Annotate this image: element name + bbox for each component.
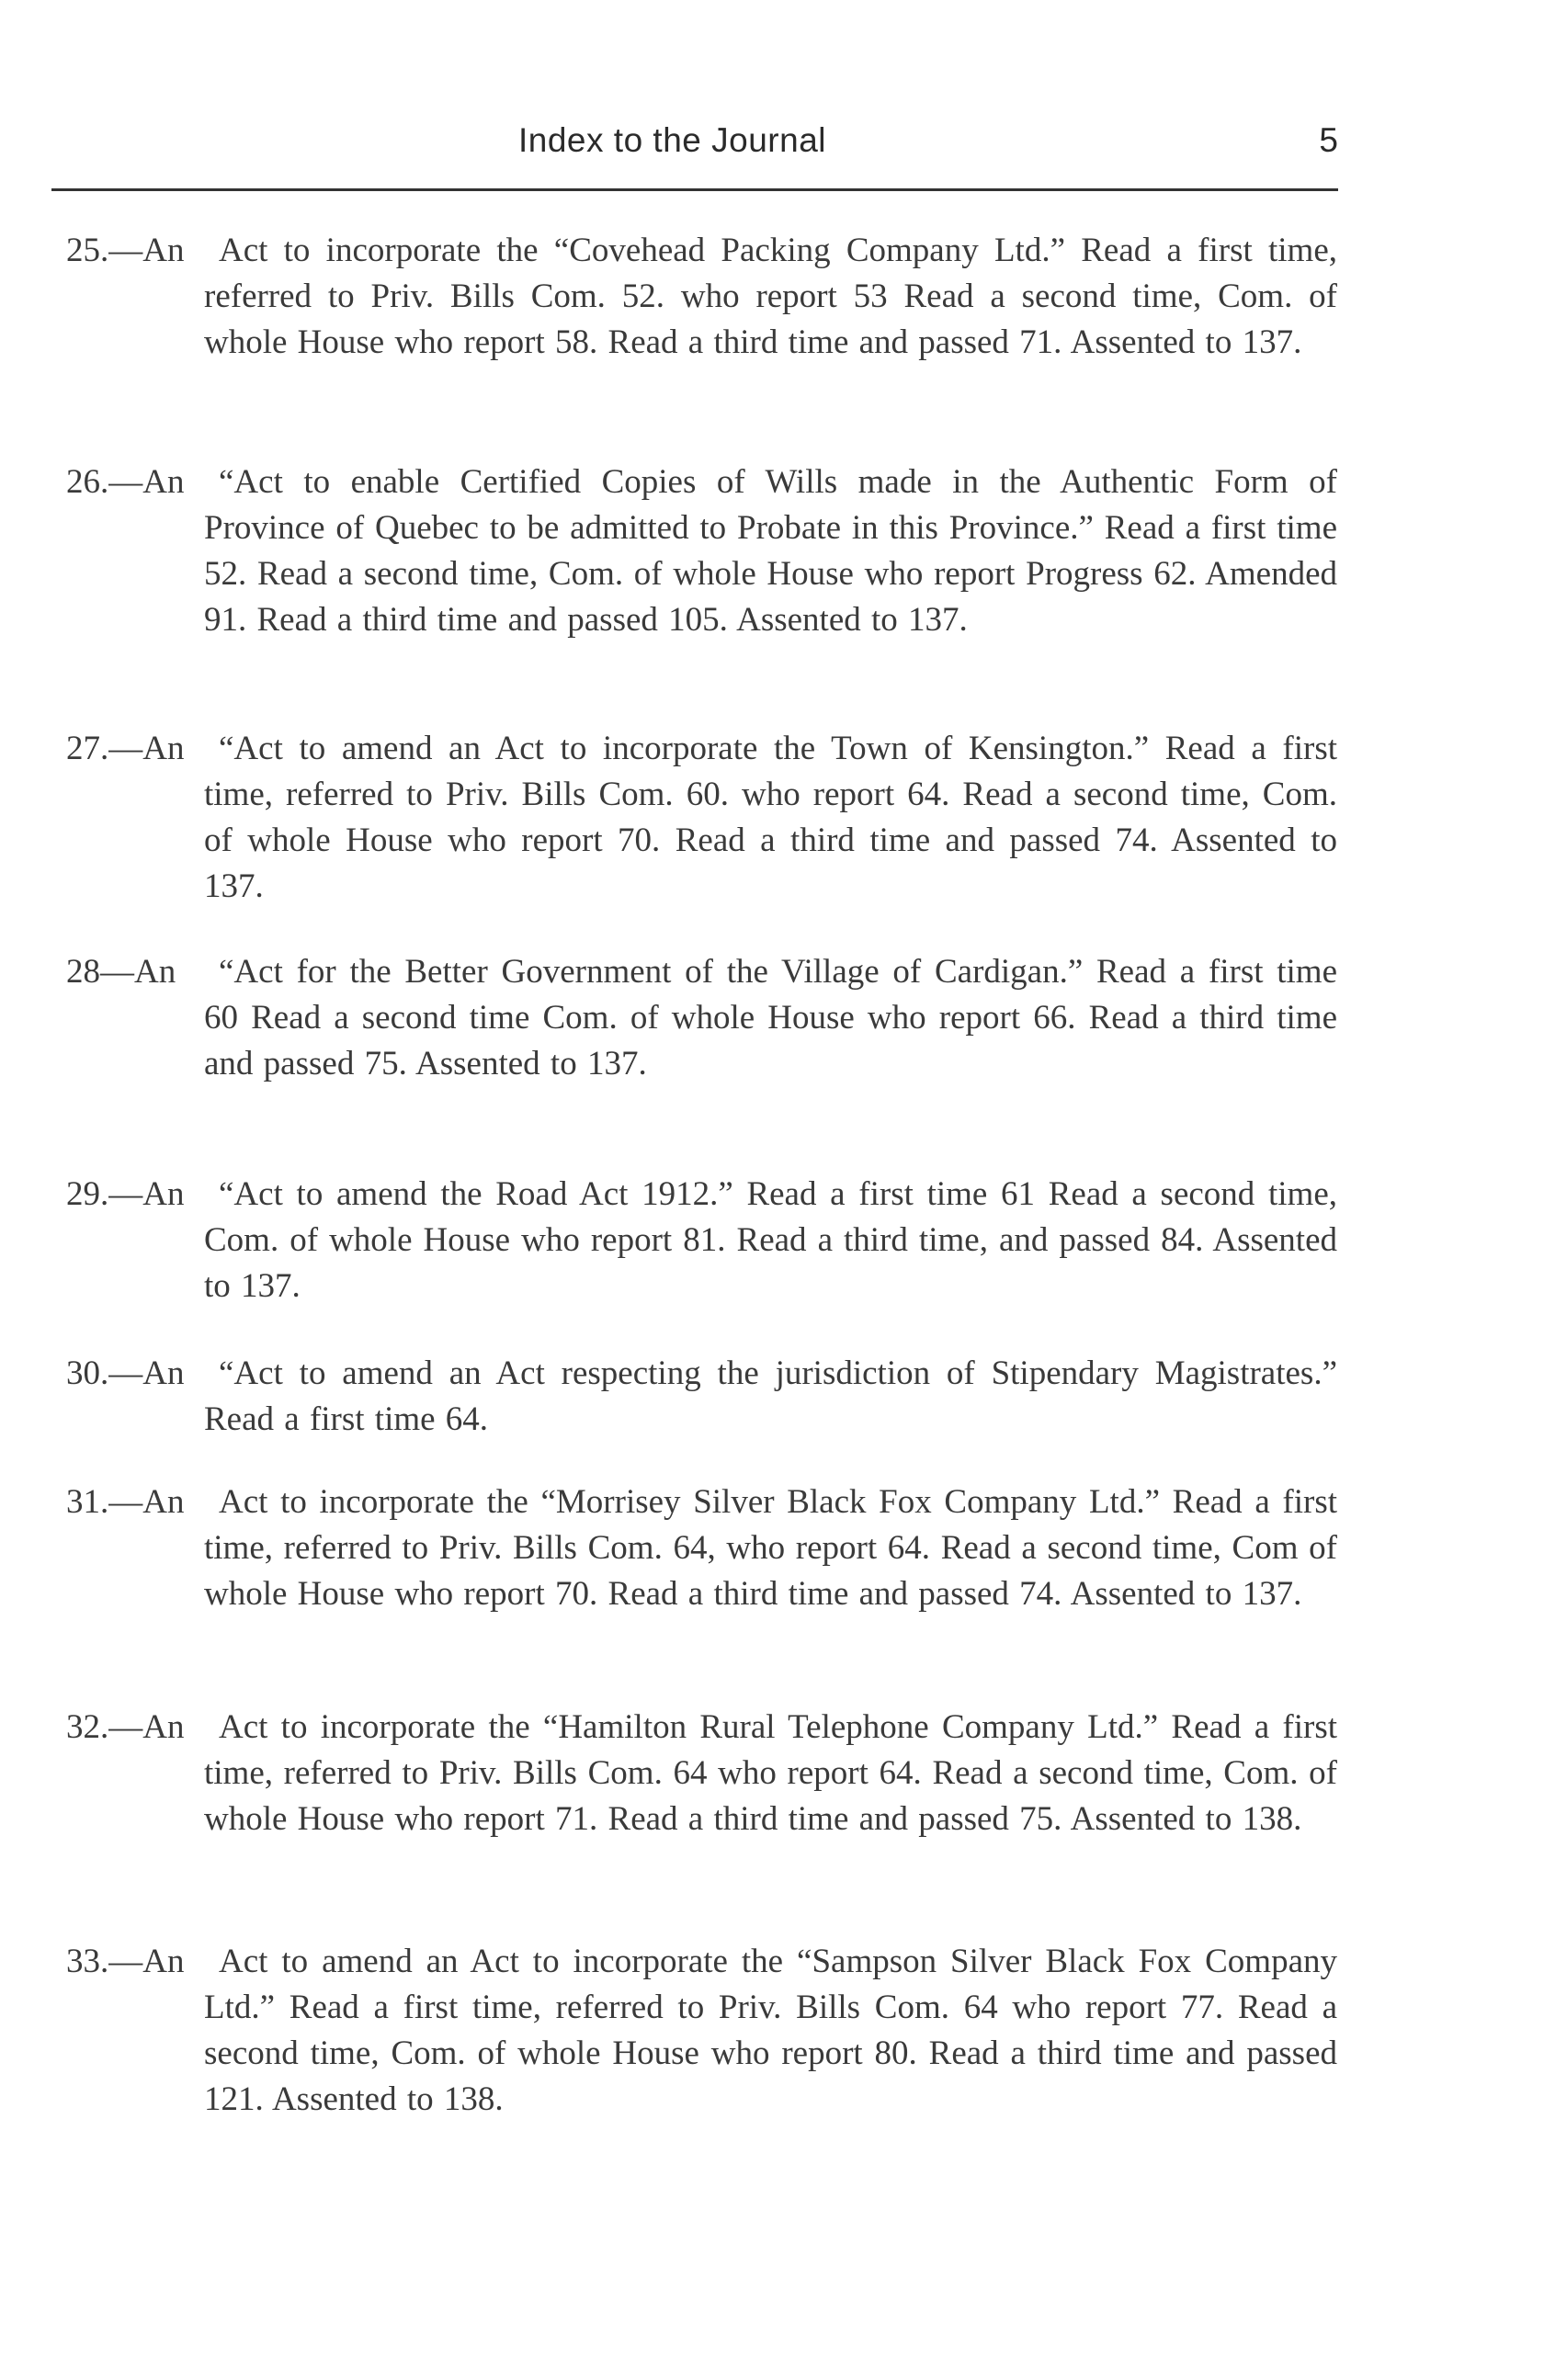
entry-number: 30.—An [66, 1354, 185, 1392]
entry-text: “Act to enable Certified Copies of Wills made in the Authentic Form of Province of Quebec to be admitted to Probate in this Province.” Read a first time 52. Read a second time, Com. of whole House who report Progress 62. Amended 91. Read a third time and passed 105. Assented to 137. [204, 463, 1337, 639]
entry-text: Act to amend an Act to incorporate the “Sampson Silver Black Fox Company Ltd.” Read a first time, referred to Priv. Bills Com. 64 who report 77. Read a second time, Com. of whole House who report 80. Read a third time and passed 121. Assented to 138. [204, 1943, 1337, 2118]
entry-text: “Act to amend an Act to incorporate the Town of Kensington.” Read a first time, referred to Priv. Bills Com. 60. who report 64. Read a second time, Com. of whole House who report 70. Read a third time and passed 74. Assented to 137. [204, 730, 1337, 905]
page-header [51, 121, 1338, 176]
entry-number: 26.—An [66, 463, 185, 501]
header-rule [51, 188, 1338, 191]
page-number: 5 [1319, 121, 1338, 159]
entry-number: 31.—An [66, 1483, 185, 1521]
entry-text: Act to incorporate the “Morrisey Silver Black Fox Company Ltd.” Read a first time, referred to Priv. Bills Com. 64, who report 64. Read a second time, Com of whole House who report 70. Read a third time and passed 74. Assented to 137. [204, 1483, 1337, 1613]
entry-text: Act to incorporate the “Covehead Packing Company Ltd.” Read a first time, referred to Priv. Bills Com. 52. who report 53 Read a second time, Com. of whole House who report 58. Read a third time and passed 71. Assented to 137. [204, 232, 1337, 361]
entry-text: “Act to amend an Act respecting the jurisdiction of Stipendary Magistrates.” Read a first time 64. [204, 1354, 1337, 1438]
entry-number: 28—An [66, 953, 176, 991]
entry-text: “Act for the Better Government of the Village of Cardigan.” Read a first time 60 Read a second time Com. of whole House who report 66. Read a third time and passed 75. Assented to 137. [204, 953, 1337, 1082]
page-title: Index to the Journal [518, 121, 826, 159]
entry-number: 33.—An [66, 1943, 185, 1980]
entry-text: “Act to amend the Road Act 1912.” Read a first time 61 Read a second time, Com. of whole House who report 81. Read a third time, and passed 84. Assented to 137. [204, 1175, 1337, 1305]
entry-text: Act to incorporate the “Hamilton Rural Telephone Company Ltd.” Read a first time, referred to Priv. Bills Com. 64 who report 64. Read a second time, Com. of whole House who report 71. Read a third time and passed 75. Assented to 138. [204, 1708, 1337, 1838]
entry-number: 27.—An [66, 730, 185, 767]
entry-number: 29.—An [66, 1175, 185, 1213]
entry-number: 32.—An [66, 1708, 185, 1746]
entry-number: 25.—An [66, 232, 185, 269]
